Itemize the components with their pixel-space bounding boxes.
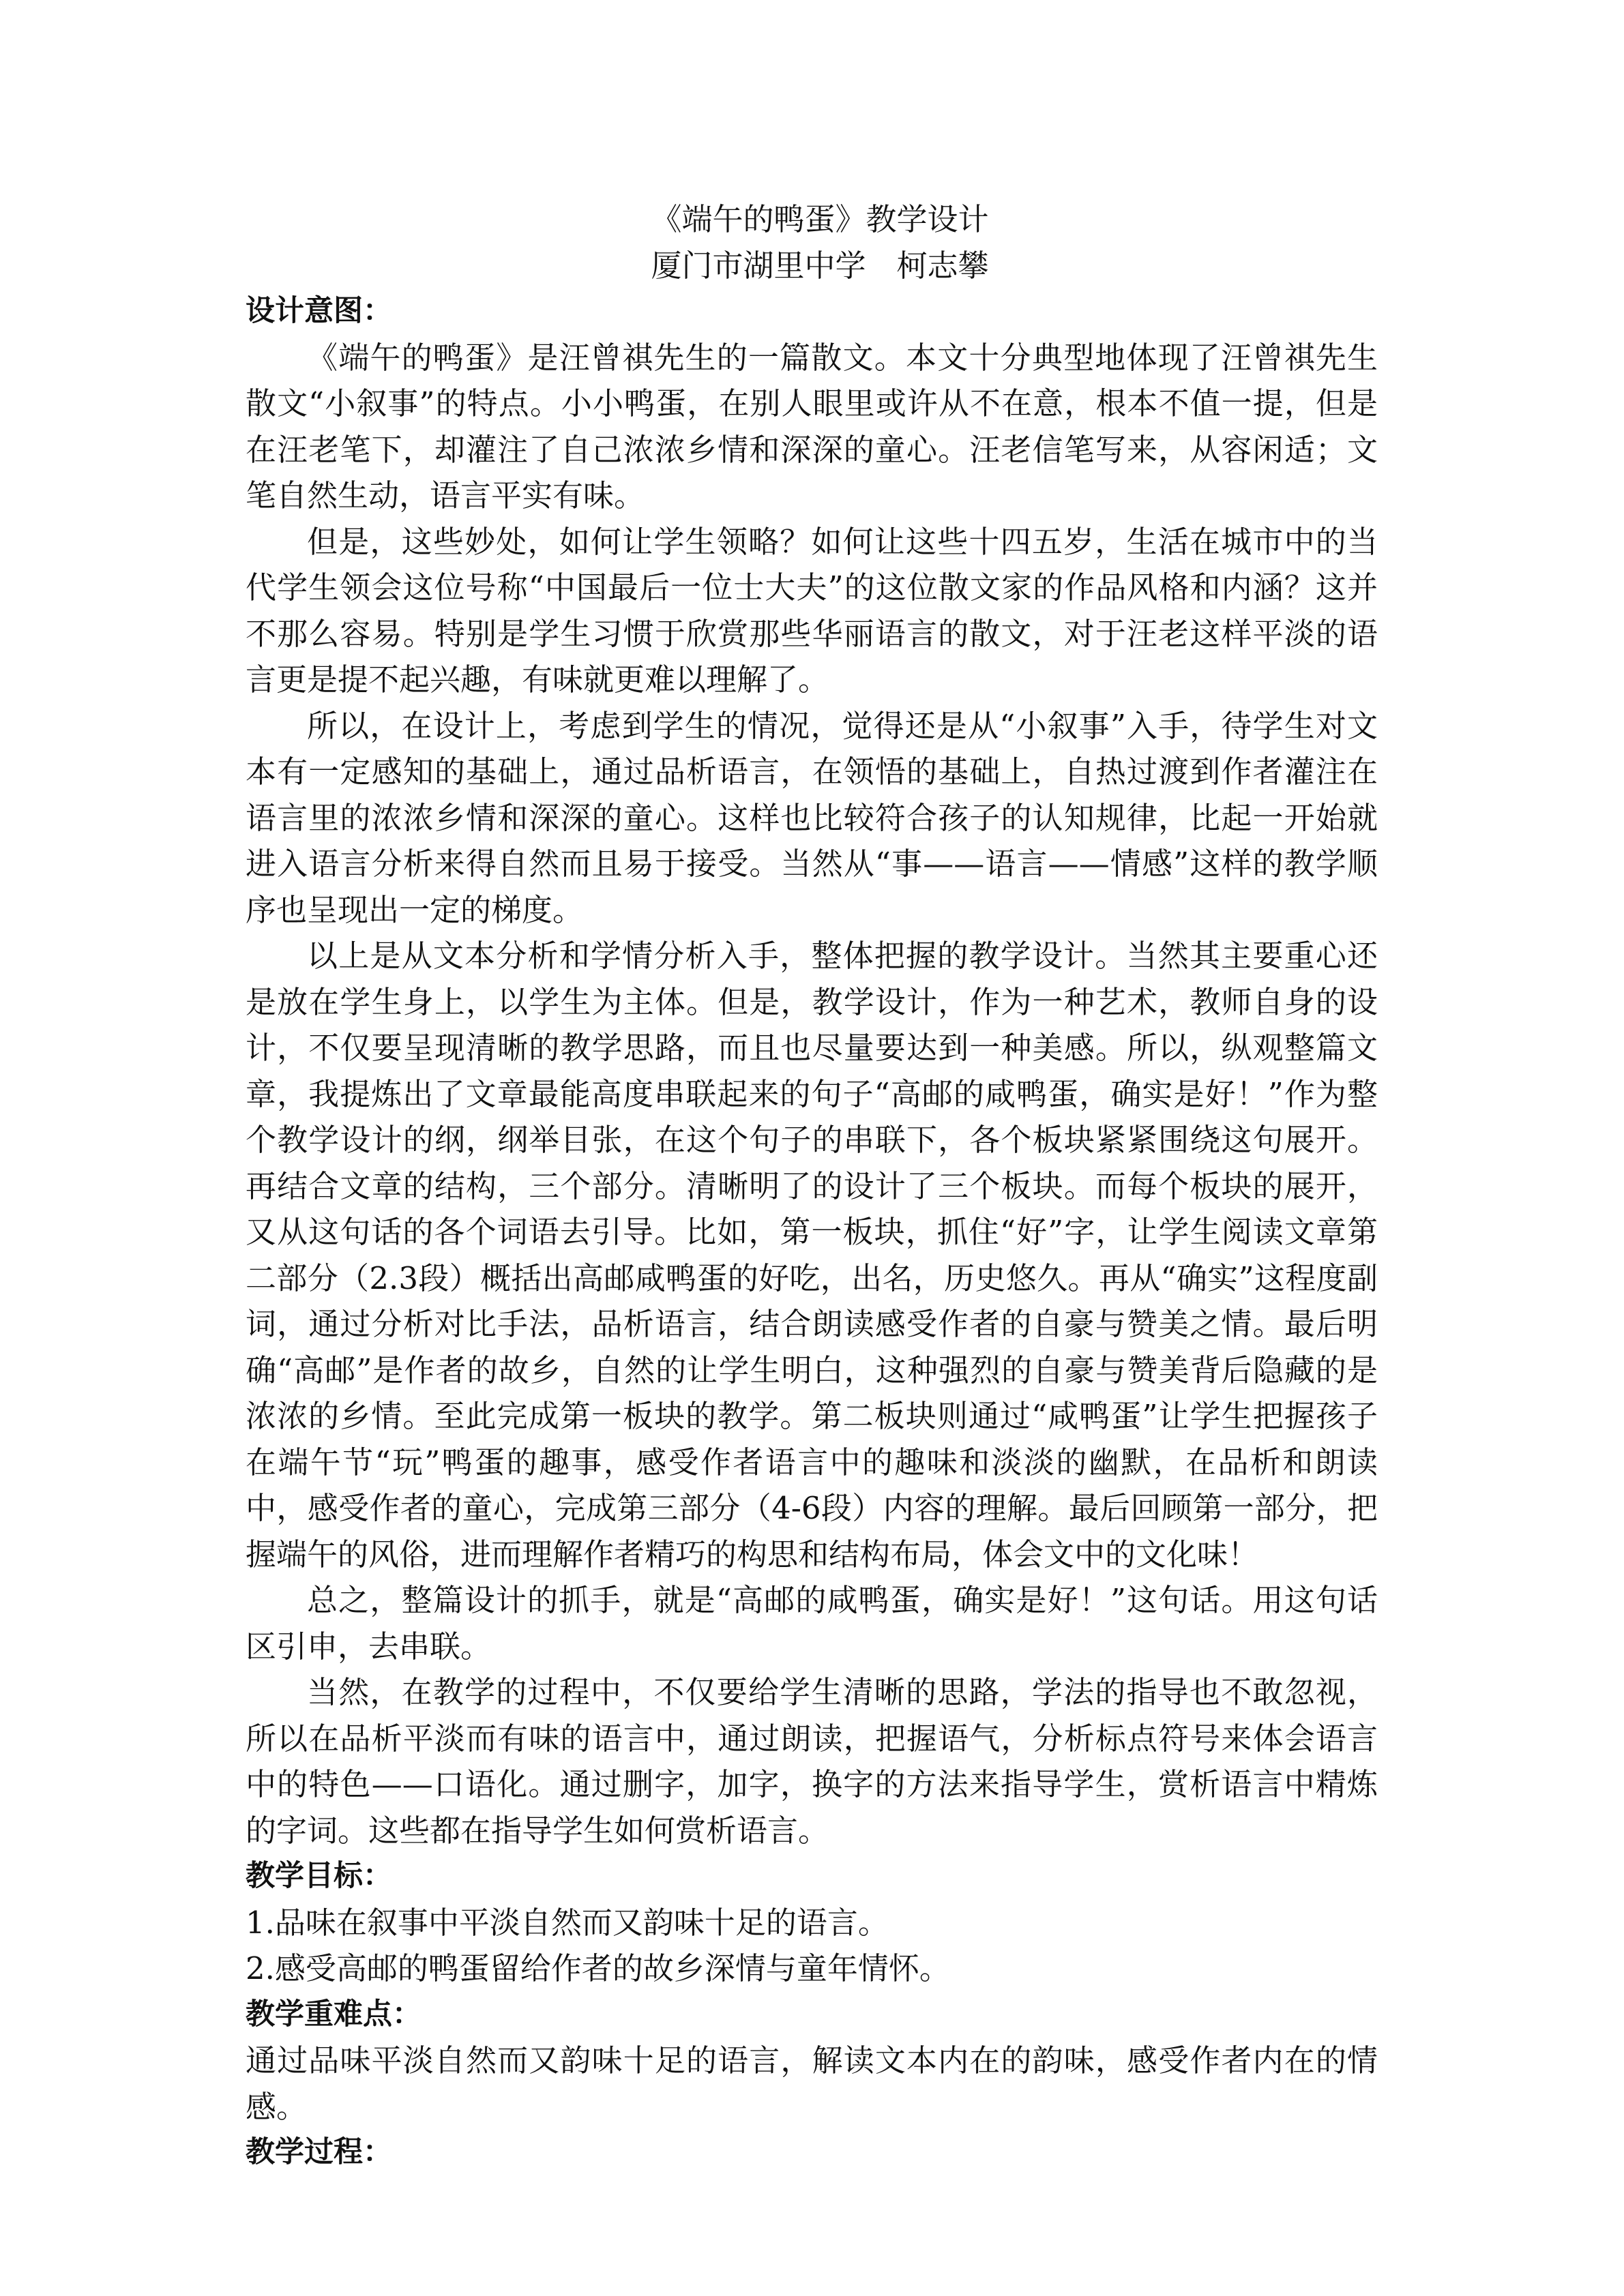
- goal-item-1: 1.品味在叙事中平淡自然而又韵味十足的语言。: [246, 1904, 889, 1941]
- section-heading-key-points: 教学重难点：: [246, 1997, 422, 2031]
- intent-paragraph-2: 但是，这些妙处，如何让学生领略？如何让这些十四五岁，生活在城市中的当代学生领会这位号称“中国最后一位士大夫”的这位散文家的作品风格和内涵？这并不那么容易。特别是学生习惯于欣赏那些华丽语言的散文，对于汪老这样平淡的语言更是提不起兴趣，有味就更难以理解了。: [246, 523, 1378, 698]
- intent-paragraph-1: 《端午的鸭蛋》是汪曾祺先生的一篇散文。本文十分典型地体现了汪曾祺先生散文“小叙事”的特点。小小鸭蛋，在别人眼里或许从不在意，根本不值一提，但是在汪老笔下，却灌注了自己浓浓乡情和深深的童心。汪老信笔写来，从容闲适；文笔自然生动，语言平实有味。: [246, 339, 1378, 513]
- intent-paragraph-6: 当然，在教学的过程中，不仅要给学生清晰的思路，学法的指导也不敢忽视，所以在品析平淡而有味的语言中，通过朗读，把握语气，分析标点符号来体会语言中的特色——口语化。通过删字，加字，换字的方法来指导学生，赏析语言中精炼的字词。这些都在指导学生如何赏析语言。: [246, 1674, 1378, 1849]
- section-heading-intent: 设计意图：: [246, 294, 392, 328]
- document-page: [246, 196, 1378, 2176]
- intent-paragraph-3: 所以，在设计上，考虑到学生的情况，觉得还是从“小叙事”入手，待学生对文本有一定感知的基础上，通过品析语言，在领悟的基础上，自热过渡到作者灌注在语言里的浓浓乡情和深深的童心。这样也比较符合孩子的认知规律，比起一开始就进入语言分析来得自然而且易于接受。当然从“事——语言——情感”这样的教学顺序也呈现出一定的梯度。: [246, 707, 1378, 928]
- document-title: 《端午的鸭蛋》教学设计: [651, 201, 989, 237]
- section-heading-process: 教学过程：: [246, 2135, 392, 2169]
- key-points-text: 通过品味平淡自然而又韵味十足的语言，解读文本内在的韵味，感受作者内在的情感。: [246, 2042, 1378, 2125]
- goal-item-2: 2.感受高邮的鸭蛋留给作者的故乡深情与童年情怀。: [246, 1950, 950, 1986]
- intent-paragraph-5: 总之，整篇设计的抓手，就是“高邮的咸鸭蛋，确实是好！”这句话。用这句话区引申，去串联。: [246, 1582, 1378, 1665]
- document-author: 厦门市湖里中学 柯志攀: [651, 247, 989, 284]
- section-heading-goals: 教学目标：: [246, 1859, 392, 1893]
- intent-paragraph-4: 以上是从文本分析和学情分析入手，整体把握的教学设计。当然其主要重心还是放在学生身上，以学生为主体。但是，教学设计，作为一种艺术，教师自身的设计，不仅要呈现清晰的教学思路，而且也尽量要达到一种美感。所以，纵观整篇文章，我提炼出了文章最能高度串联起来的句子“高邮的咸鸭蛋，确实是好！”作为整个教学设计的纲，纲举目张，在这个句子的串联下，各个板块紧紧围绕这句展开。再结合文章的结构，三个部分。清晰明了的设计了三个板块。而每个板块的展开，又从这句话的各个词语去引导。比如，第一板块，抓住“好”字，让学生阅读文章第二部分（2.3段）概括出高邮咸鸭蛋的好吃，出名，历史悠久。再从“确实”这程度副词，通过分析对比手法，品析语言，结合朗读感受作者的自豪与赞美之情。最后明确“高邮”是作者的故乡，自然的让学生明白，这种强烈的自豪与赞美背后隐藏的是浓浓的乡情。至此完成第一板块的教学。第二板块则通过“咸鸭蛋”让学生把握孩子在端午节“玩”鸭蛋的趣事，感受作者语言中的趣味和淡淡的幽默，在品析和朗读中，感受作者的童心，完成第三部分（4-6段）内容的理解。最后回顾第一部分，把握端午的风俗，进而理解作者精巧的构思和结构布局，体会文中的文化味！: [246, 938, 1378, 1572]
